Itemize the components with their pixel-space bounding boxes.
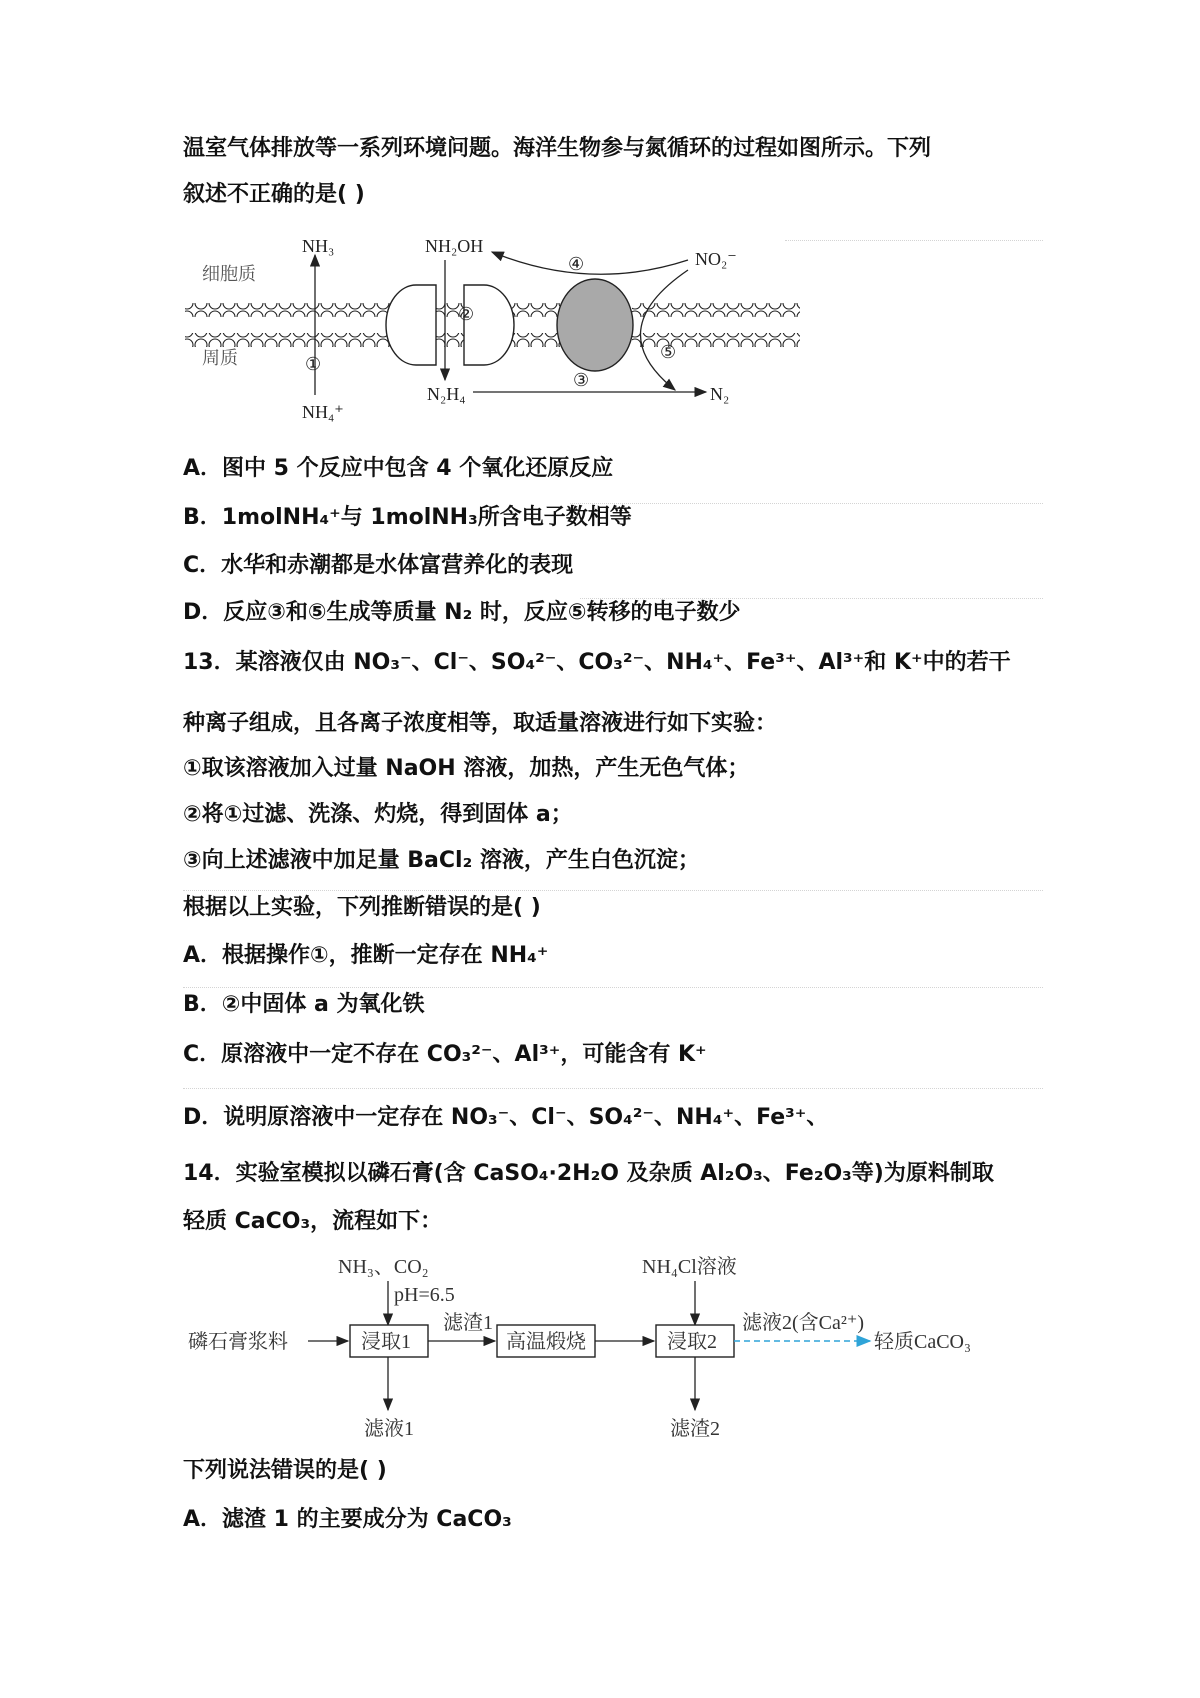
reaction-2-label: ② [458, 304, 475, 324]
option-a: A．根据操作①，推断一定存在 NH₄⁺ [183, 943, 549, 968]
option-b: B．1molNH₄⁺与 1molNH₃所含电子数相等 [183, 505, 632, 530]
option-d: D．说明原溶液中一定存在 NO₃⁻、Cl⁻、SO₄²⁻、NH₄⁺、Fe³⁺、 [183, 1105, 829, 1130]
no2-label: NO₂⁻ [695, 249, 737, 269]
step-2: ②将①过滤、洗涤、灼烧，得到固体 a； [183, 802, 573, 827]
calcination-label: 高温煅烧 [506, 1331, 586, 1353]
reaction-1-label: ① [305, 354, 322, 374]
arrow-no2-to-n2 [640, 270, 688, 390]
reagents-label: NH₃、CO₂ [338, 1256, 429, 1278]
step-3: ③向上述滤液中加足量 BaCl₂ 溶液，产生白色沉淀； [183, 848, 700, 873]
option-c: C．原溶液中一定不存在 CO₃²⁻、Al³⁺，可能含有 K⁺ [183, 1042, 707, 1067]
process-flow-diagram [180, 1245, 1040, 1450]
membrane-protein-left [386, 285, 436, 365]
question-14: 14．实验室模拟以磷石膏(含 CaSO₄·2H₂O 及杂质 Al₂O₃、Fe₂O₃等)为原料制取 [183, 1161, 994, 1186]
nh3-label: NH₃ [302, 240, 335, 256]
text-line: 轻质 CaCO₃，流程如下： [183, 1209, 443, 1234]
divider [785, 240, 1043, 241]
reaction-3-label: ③ [573, 370, 590, 390]
question-13: 13．某溶液仅由 NO₃⁻、Cl⁻、SO₄²⁻、CO₃²⁻、NH₄⁺、Fe³⁺、Al³⁺和 K⁺中的若干 [183, 650, 1011, 675]
filtrate-2-label: 滤液2(含Ca²⁺) [742, 1312, 865, 1334]
filtrate-1-label: 滤液1 [364, 1418, 414, 1440]
cytoplasm-label: 细胞质 [202, 264, 256, 284]
residue-1-label: 滤渣1 [443, 1312, 493, 1334]
nh2oh-label: NH₂OH [425, 240, 484, 256]
membrane-protein-right [464, 285, 514, 365]
option-d: D．反应③和⑤生成等质量 N₂ 时，反应⑤转移的电子数少 [183, 600, 741, 625]
reaction-5-label: ⑤ [660, 342, 677, 362]
text-line: 温室气体排放等一系列环境问题。海洋生物参与氮循环的过程如图所示。下列 [183, 136, 932, 161]
option-c: C．水华和赤潮都是水体富营养化的表现 [183, 553, 574, 578]
step-1: ①取该溶液加入过量 NaOH 溶液，加热，产生无色气体； [183, 756, 750, 781]
divider [183, 890, 1043, 891]
product-label: 轻质CaCO₃ [874, 1331, 971, 1353]
option-a: A．滤渣 1 的主要成分为 CaCO₃ [183, 1507, 512, 1532]
question-stem: 根据以上实验，下列推断错误的是( ) [183, 895, 541, 920]
reaction-4-label: ④ [568, 254, 585, 274]
leach-1-label: 浸取1 [361, 1331, 411, 1353]
feed-label: 磷石膏浆料 [188, 1331, 288, 1353]
periplasm-label: 周质 [202, 348, 238, 368]
nh4cl-label: NH₄Cl溶液 [642, 1256, 737, 1278]
nh4-label: NH₄⁺ [302, 402, 344, 422]
divider [183, 987, 1043, 988]
membrane-protein-sphere [557, 279, 633, 371]
leach-2-label: 浸取2 [667, 1331, 717, 1353]
question-stem: 叙述不正确的是( ) [183, 182, 365, 207]
text-line: 种离子组成，且各离子浓度相等，取适量溶液进行如下实验： [183, 711, 778, 736]
ph-label: pH=6.5 [394, 1284, 455, 1306]
option-a: A．图中 5 个反应中包含 4 个氧化还原反应 [183, 456, 614, 481]
nitrogen-cycle-diagram [180, 240, 800, 440]
n2-label: N₂ [710, 384, 730, 404]
residue-2-label: 滤渣2 [670, 1418, 720, 1440]
question-stem: 下列说法错误的是( ) [183, 1458, 387, 1483]
n2h4-label: N₂H₄ [427, 384, 466, 404]
option-b: B．②中固体 a 为氧化铁 [183, 992, 425, 1017]
arrow-no2-to-nh2oh [492, 252, 688, 274]
divider [183, 1088, 1043, 1089]
